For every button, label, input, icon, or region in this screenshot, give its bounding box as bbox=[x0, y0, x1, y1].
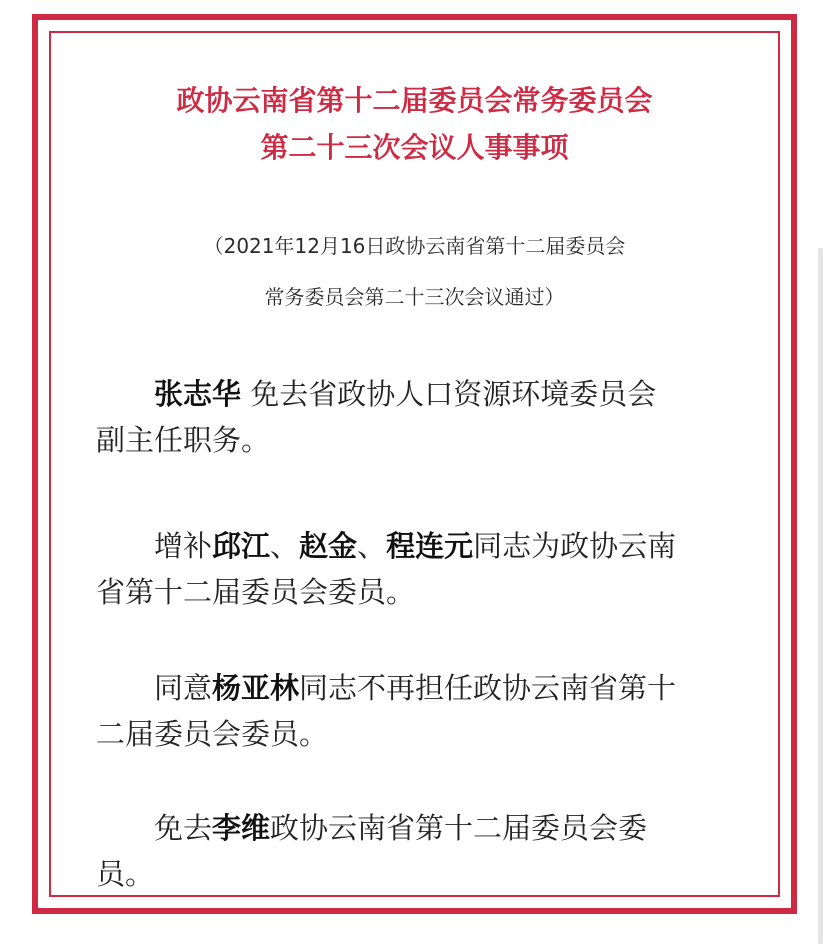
item-1-text: 免去省政协人口资源环境委员会 bbox=[241, 377, 657, 411]
item-2-prefix: 增补 bbox=[154, 529, 213, 563]
document-title-line-2: 第二十三次会议人事事项 bbox=[260, 131, 569, 164]
document-frame bbox=[32, 14, 797, 914]
person-name: 程连元 bbox=[386, 529, 474, 563]
item-paragraph-4 bbox=[96, 805, 741, 897]
document-title-line-1: 政协云南省第十二届委员会常务委员会 bbox=[176, 84, 653, 117]
adoption-note-line-2: 常务委员会第二十三次会议通过） bbox=[264, 285, 565, 309]
person-name: 李维 bbox=[212, 811, 271, 845]
document-inner-border bbox=[49, 31, 780, 897]
item-paragraph-3 bbox=[96, 665, 741, 757]
person-name: 赵金 bbox=[299, 529, 358, 563]
item-3-prefix: 同意 bbox=[154, 671, 213, 705]
item-1-line-2: 副主任职务。 bbox=[96, 423, 271, 457]
person-name: 杨亚林 bbox=[212, 671, 300, 705]
item-3-line-1 bbox=[96, 665, 741, 711]
item-4-line-1 bbox=[96, 805, 741, 851]
item-3-text: 同志不再担任政协云南省第十 bbox=[299, 671, 677, 705]
item-4-text: 政协云南省第十二届委员会委 bbox=[270, 811, 648, 845]
item-2-line-1 bbox=[96, 523, 741, 569]
separator: 、 bbox=[357, 529, 387, 563]
item-1-line-1 bbox=[96, 371, 741, 417]
item-4-prefix: 免去 bbox=[154, 811, 213, 845]
item-paragraph-1 bbox=[96, 371, 741, 463]
scrollbar[interactable] bbox=[818, 248, 823, 944]
item-2-text: 同志为政协云南 bbox=[473, 529, 677, 563]
item-4-line-2: 员。 bbox=[96, 857, 155, 891]
separator: 、 bbox=[270, 529, 300, 563]
item-3-line-2: 二届委员会委员。 bbox=[96, 717, 329, 751]
item-2-line-2: 省第十二届委员会委员。 bbox=[96, 575, 416, 609]
person-name: 邱江 bbox=[212, 529, 271, 563]
item-paragraph-2 bbox=[96, 523, 741, 615]
adoption-note-line-1: （2021年12月16日政协云南省第十二届委员会 bbox=[203, 234, 626, 258]
person-name: 张志华 bbox=[154, 377, 242, 411]
